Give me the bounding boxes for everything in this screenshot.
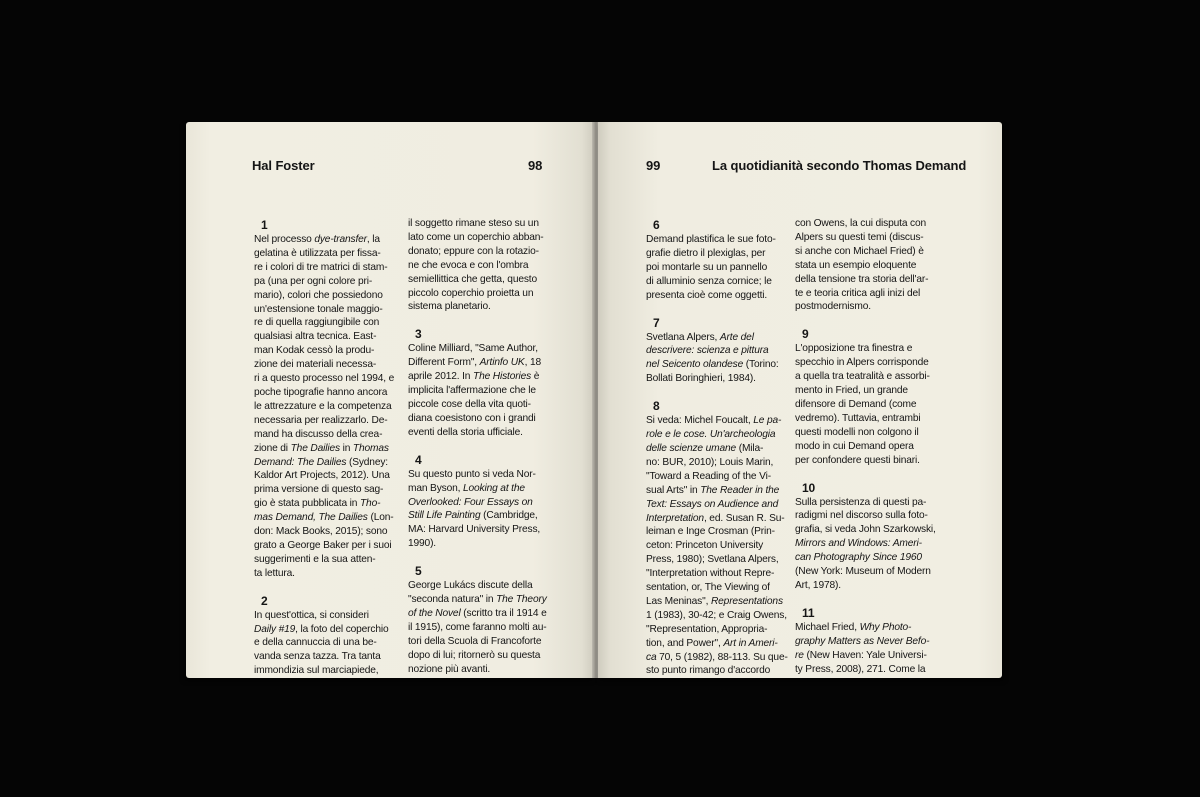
footnote-line: nozione più avanti. [408, 663, 491, 675]
footnote-line: re i colori di tre matrici di stam- [254, 261, 388, 273]
footnote-line: In quest'ottica, si consideri [254, 609, 369, 621]
footnote-line: nel Seicento olandese (Torino: [646, 359, 779, 371]
footnote [795, 217, 941, 314]
footnote-line: sual Arts" in The Reader in the [646, 484, 780, 496]
footnote-line: vedremo). Tuttavia, entrambi [795, 412, 921, 424]
footnote-line: tion, and Power", Art in Ameri- [646, 637, 778, 649]
footnote-line: ri a questo processo nel 1994, e [254, 373, 395, 385]
footnote-line: il soggetto rimane steso su un [408, 218, 539, 229]
footnote-line: mario), colori che possiedono [254, 289, 383, 301]
footnote-line: (New York: Museum of Modern [795, 566, 931, 578]
footnote-line: donato; eppure con la rotazio- [408, 245, 539, 257]
footnote-line: descrivere: scienza e pittura [646, 345, 769, 357]
footnote-line: Si veda: Michel Foucalt, Le pa- [646, 415, 782, 427]
footnote-line: sistema planetario. [408, 301, 491, 313]
footnote-line: "seconda natura" in The Theory [408, 594, 547, 606]
footnote-number: 11 [802, 605, 815, 620]
footnote-line: ceton: Princeton University [646, 540, 764, 552]
footnote-column [254, 217, 400, 690]
footnote-line: vanda senza tazza. Tra tanta [254, 651, 381, 663]
footnote-line: role e le cose. Un'archeologia [646, 429, 776, 441]
footnote-number: 9 [802, 327, 809, 342]
footnote-line: George Lukács discute della [408, 580, 533, 592]
footnote-line: mand ha discusso della crea- [254, 428, 383, 440]
footnote-column [646, 217, 792, 690]
footnote-line: le attrezzature e la competenza [254, 400, 392, 412]
footnote-line: un'estensione tonale maggio- [254, 303, 383, 315]
footnote-line: lato come un coperchio abban- [408, 231, 544, 243]
footnote-line: of the Novel (scritto tra il 1914 e [408, 607, 547, 619]
footnote-line: Alpers su questi temi (discus- [795, 231, 924, 243]
footnote [254, 593, 400, 679]
running-head-author: Hal Foster [252, 158, 315, 173]
footnote-number: 6 [653, 218, 660, 232]
footnote-line: di alluminio senza cornice; le [646, 275, 772, 287]
footnote-line: difensore di Demand (come [795, 398, 917, 410]
footnote [795, 605, 941, 677]
footnote-line: Demand plastifica le sue foto- [646, 234, 776, 245]
footnote-line: Nel processo dye-transfer, la [254, 234, 380, 245]
footnote-line: semiellittica che getta, questo [408, 273, 537, 285]
footnote-line: suggerimenti e la sua atten- [254, 553, 376, 565]
footnote-number: 1 [261, 218, 268, 232]
footnote-line: "Representation, Appropria- [646, 623, 768, 635]
footnote-number: 5 [415, 564, 422, 579]
footnote-line: gelatina è utilizzata per fissa- [254, 247, 381, 259]
footnote-line: Sulla persistenza di questi pa- [795, 496, 927, 508]
footnote-line: Coline Milliard, "Same Author, [408, 343, 538, 355]
open-book [186, 122, 1006, 684]
footnote-line: ne che evoca e con l'ombra [408, 259, 529, 271]
footnote [646, 217, 792, 303]
footnote-line: piccole cose della vita quoti- [408, 398, 531, 410]
footnote-line: Still Life Painting (Cambridge, [408, 510, 538, 522]
footnote-number: 2 [261, 593, 268, 608]
footnote-line: Las Meninas", Representations [646, 595, 783, 607]
footnote-line: con Owens, la cui disputa con [795, 218, 926, 229]
footnote-line: Mirrors and Windows: Ameri- [795, 538, 922, 550]
footnote-line: 1 (1983), 30-42; e Craig Owens, [646, 609, 787, 621]
footnote-line: Press, 1980); Svetlana Alpers, [646, 554, 779, 566]
footnote-line: e della cannuccia di una be- [254, 637, 377, 649]
footnote-column [408, 217, 554, 688]
footnote-line: man Kodak cessò la produ- [254, 345, 375, 357]
footnote-line: re (New Haven: Yale Universi- [795, 649, 927, 661]
footnote-line: re di quella raggiungibile con [254, 317, 380, 329]
footnote-number: 7 [653, 315, 660, 330]
footnote-line: Daily #19, la foto del coperchio [254, 623, 389, 635]
footnote-line: aprile 2012. In The Histories è [408, 371, 540, 383]
footnote-line: no: BUR, 2010); Louis Marin, [646, 456, 774, 468]
right-page [598, 122, 1002, 678]
footnote-line: Bollati Boringhieri, 1984). [646, 373, 756, 385]
footnote-line: delle scienze umane (Mila- [646, 442, 764, 454]
footnote-line: Svetlana Alpers, Arte del [646, 331, 754, 343]
footnote-line: prima versione di questo sag- [254, 484, 384, 496]
footnote-line: immondizia sul marciapiede, [254, 665, 379, 677]
footnote-line: poche tipografie hanno ancora [254, 386, 388, 398]
footnote-line: mas Demand, The Dailies (Lon- [254, 512, 394, 524]
footnote-line: "Interpretation without Repre- [646, 568, 775, 580]
footnote-line: ca 70, 5 (1982), 88-113. Su que- [646, 651, 788, 663]
footnote-line: si anche con Michael Fried) è [795, 245, 924, 257]
footnote-line: grato a George Baker per i suoi [254, 539, 392, 551]
footnote-line: a quella tra teatralità e assorbi- [795, 371, 930, 383]
footnote-line: MA: Harvard University Press, [408, 524, 541, 536]
footnote [646, 398, 792, 678]
footnote-line: Su questo punto si veda Nor- [408, 468, 536, 480]
footnote-line: eventi della storia ufficiale. [408, 426, 523, 438]
footnote-line: te e teoria critica agli inizi del [795, 287, 921, 299]
footnote-line: stata un esempio eloquente [795, 259, 917, 271]
footnote-line: grafie dietro il plexiglas, per [646, 247, 766, 259]
footnote-line: necessaria per realizzarlo. De- [254, 414, 388, 426]
footnote-line: dopo di lui; ritornerò su questa [408, 649, 541, 661]
footnote-line: questi modelli non colgono il [795, 426, 919, 438]
footnote [795, 326, 941, 467]
footnote-line: Text: Essays on Audience and [646, 498, 779, 510]
footnote-line: tori della Scuola di Francoforte [408, 635, 542, 647]
footnote-line: implicita l'affermazione che le [408, 385, 536, 397]
footnote-line: ty Press, 2008), 271. Come la [795, 663, 926, 675]
footnote-line: piccolo coperchio proietta un [408, 287, 534, 299]
footnote-line: 1990). [408, 538, 436, 550]
footnote-line: il 1915), come faranno molti au- [408, 621, 547, 633]
footnote-line: don: Mack Books, 2015); sono [254, 526, 388, 538]
footnote-line: gio è stata pubblicata in Tho- [254, 498, 381, 510]
footnote-line: zione dei materiali necessa- [254, 359, 377, 371]
footnote-line: sto punto rimango d'accordo [646, 665, 771, 677]
page-number-left: 98 [528, 158, 543, 173]
footnote [254, 217, 400, 581]
footnote-column [795, 217, 941, 688]
footnote-line: "Toward a Reading of the Vi- [646, 470, 771, 482]
footnote-line: poi montarle su un pannello [646, 261, 768, 273]
footnote-line: zione di The Dailies in Thomas [254, 442, 389, 454]
footnote-line: Overlooked: Four Essays on [408, 496, 533, 508]
page-number-right: 99 [646, 158, 661, 173]
footnote-line: della tensione tra storia dell'ar- [795, 273, 929, 285]
footnote-line: graphy Matters as Never Befo- [795, 635, 930, 647]
footnote-line: sentation, or, The Viewing of [646, 582, 770, 594]
footnote-line: qualsiasi altra tecnica. East- [254, 331, 377, 343]
footnote-line: Interpretation, ed. Susan R. Su- [646, 512, 785, 524]
running-head-title: La quotidianità secondo Thomas Demand [712, 158, 967, 173]
footnote [408, 217, 554, 314]
footnote [408, 563, 554, 676]
footnote-line: Different Form", Artinfo UK, 18 [408, 357, 541, 369]
footnote-line: Kaldor Art Projects, 2012). Una [254, 470, 390, 482]
footnote-line: mento in Fried, un grande [795, 385, 908, 397]
footnote [795, 480, 941, 593]
footnote-line: Michael Fried, Why Photo- [795, 621, 912, 633]
footnote [408, 326, 554, 439]
footnote-number: 4 [415, 452, 422, 467]
footnote-line: L'opposizione tra finestra e [795, 343, 913, 355]
footnote-line: man Byson, Looking at the [408, 482, 525, 494]
footnote-line: grafia, si veda John Szarkowski, [795, 524, 936, 536]
footnote-line: presenta cioè come oggetti. [646, 289, 768, 301]
footnote-line: diana coesistono con i grandi [408, 412, 536, 424]
footnote [646, 315, 792, 387]
footnote [408, 452, 554, 551]
footnote-line: per confondere questi binari. [795, 454, 920, 466]
footnote-line: ta lettura. [254, 567, 295, 579]
footnote-line: pa (una per ogni colore pri- [254, 275, 373, 287]
footnote-line: leiman e Inge Crosman (Prin- [646, 526, 775, 538]
footnote-line: Demand: The Dailies (Sydney: [254, 456, 388, 468]
left-page [186, 122, 594, 678]
footnote-number: 8 [653, 399, 660, 414]
footnote-line: modo in cui Demand opera [795, 440, 914, 452]
footnote-number: 10 [802, 480, 816, 495]
footnote-line: Art, 1978). [795, 579, 841, 591]
footnote-line: radigmi nel discorso sulla foto- [795, 510, 928, 522]
footnote-line: postmodernismo. [795, 301, 871, 313]
footnote-line: specchio in Alpers corrisponde [795, 357, 929, 369]
footnote-number: 3 [415, 327, 422, 342]
footnote-line: can Photography Since 1960 [795, 552, 922, 564]
